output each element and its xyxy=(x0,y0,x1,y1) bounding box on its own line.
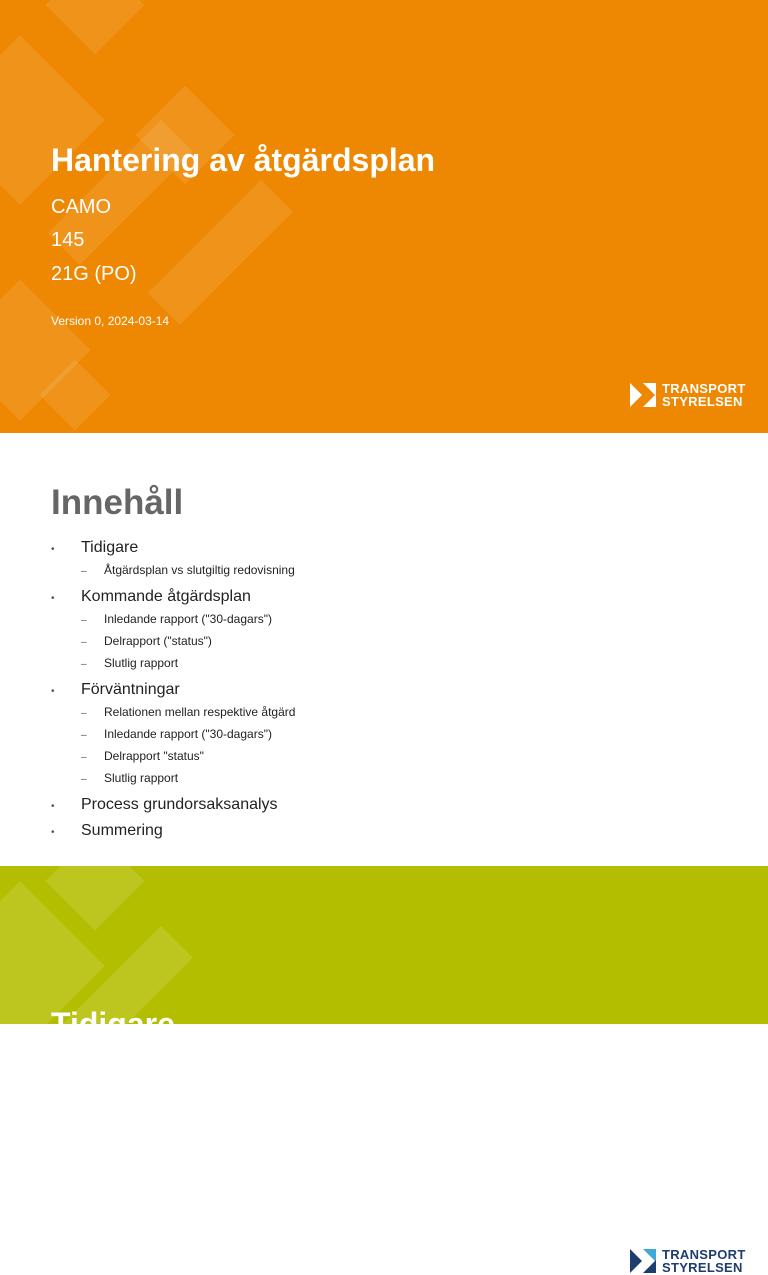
transportstyrelsen-logo xyxy=(630,1248,746,1274)
dash-icon: – xyxy=(81,637,87,648)
bullet-icon: • xyxy=(51,801,55,812)
toc-item-label: Process grundorsaksanalys xyxy=(81,796,278,813)
toc-subitem xyxy=(51,609,651,631)
logo-text-line2: STYRELSEN xyxy=(662,1260,743,1275)
version-date: Version 0, 2024-03-14 xyxy=(51,314,170,328)
logo-text-line1: TRANSPORT xyxy=(662,1247,746,1262)
bullet-icon: • xyxy=(51,544,55,555)
title-slide xyxy=(0,0,768,433)
bullet-icon: • xyxy=(51,593,55,604)
toc-subitem-label: Delrapport "status" xyxy=(104,749,204,763)
toc-subitem-label: Åtgärdsplan vs slutgiltig redovisning xyxy=(104,563,295,577)
bullet-icon: • xyxy=(51,827,55,838)
toc-subitem-label: Slutlig rapport xyxy=(104,656,179,670)
toc-item xyxy=(51,794,651,817)
contents-list xyxy=(51,537,651,846)
dash-icon: – xyxy=(81,708,87,719)
slide-title: Hantering av åtgärdsplan xyxy=(51,142,436,178)
logo-mark-icon xyxy=(630,382,656,408)
toc-subitem-label: Delrapport ("status") xyxy=(104,634,212,648)
subtitle-line: 145 xyxy=(51,229,85,251)
toc-subitem-label: Inledande rapport ("30-dagars") xyxy=(104,612,272,626)
toc-item xyxy=(51,586,651,609)
section-slide xyxy=(0,866,768,1042)
dash-icon: – xyxy=(81,659,87,670)
transportstyrelsen-logo xyxy=(630,382,746,408)
toc-subitem xyxy=(51,746,651,768)
toc-subitem xyxy=(51,768,651,790)
background-pattern xyxy=(0,0,320,433)
toc-subitem-label: Slutlig rapport xyxy=(104,771,179,785)
toc-subitem-label: Inledande rapport ("30-dagars") xyxy=(104,727,272,741)
logo-mark-icon xyxy=(630,1248,656,1274)
toc-item xyxy=(51,820,651,843)
toc-subitem xyxy=(51,631,651,653)
logo-text-line2: STYRELSEN xyxy=(662,394,743,409)
toc-item-label: Summering xyxy=(81,822,163,839)
contents-slide xyxy=(0,433,768,1275)
toc-subitem-label: Relationen mellan respektive åtgärd xyxy=(104,705,296,719)
dash-icon: – xyxy=(81,730,87,741)
toc-subitem xyxy=(51,724,651,746)
dash-icon: – xyxy=(81,774,87,785)
dash-icon: – xyxy=(81,752,87,763)
toc-subitem xyxy=(51,702,651,724)
dash-icon: – xyxy=(81,566,87,577)
toc-item xyxy=(51,537,651,560)
background-pattern xyxy=(0,866,320,1024)
bullet-icon: • xyxy=(51,686,55,697)
contents-heading: Innehåll xyxy=(51,483,184,522)
toc-item-label: Förväntningar xyxy=(81,681,180,698)
subtitle-line: CAMO xyxy=(51,196,111,218)
section-title: Tidigare xyxy=(51,1006,175,1042)
toc-item-label: Tidigare xyxy=(81,539,139,556)
logo-text-line1: TRANSPORT xyxy=(662,381,746,396)
toc-item xyxy=(51,679,651,702)
toc-subitem xyxy=(51,560,651,582)
toc-subitem xyxy=(51,653,651,675)
dash-icon: – xyxy=(81,615,87,626)
subtitle-line: 21G (PO) xyxy=(51,263,137,285)
toc-item-label: Kommande åtgärdsplan xyxy=(81,588,251,605)
